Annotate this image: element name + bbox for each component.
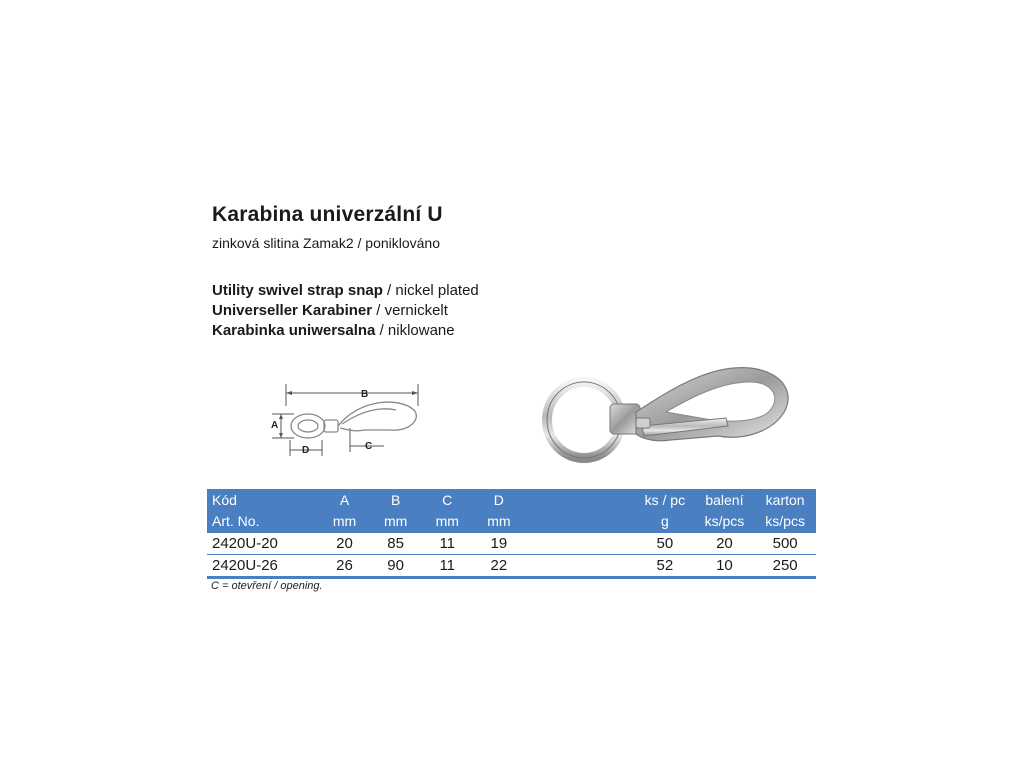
header-units-row xyxy=(207,510,816,532)
table-row xyxy=(207,532,816,555)
header-code: Kód xyxy=(212,491,237,508)
cell-b: 85 xyxy=(370,532,422,555)
unit-carton: ks/pcs xyxy=(765,512,805,529)
cell-weight: 50 xyxy=(635,532,694,555)
cell-weight: 52 xyxy=(635,555,694,578)
spec-table xyxy=(207,489,816,579)
dim-label-d: D xyxy=(302,445,310,456)
spec-table-wrap xyxy=(207,489,816,579)
translation-de-finish: / vernickelt xyxy=(372,302,448,319)
dim-label-a: A xyxy=(271,420,279,431)
cell-pack: 10 xyxy=(695,555,755,578)
cell-a: 20 xyxy=(319,532,370,555)
header-a: A xyxy=(339,491,350,508)
cell-pack: 20 xyxy=(695,532,755,555)
carabiner-sketch xyxy=(291,402,416,438)
dim-label-c: C xyxy=(365,441,373,452)
product-title: Karabina univerzální U xyxy=(212,203,443,226)
arrow-b-left xyxy=(286,391,292,395)
translation-en-finish: / nickel plated xyxy=(382,282,479,299)
product-photo-svg xyxy=(540,360,800,470)
unit-spacer xyxy=(525,510,635,532)
dim-label-b: B xyxy=(361,389,369,400)
arrow-a-bottom xyxy=(279,433,283,438)
unit-a: mm xyxy=(332,512,357,529)
arrow-a-top xyxy=(279,414,283,419)
header-pack: balení xyxy=(705,491,744,508)
header-b: B xyxy=(390,491,401,508)
cell-carton: 250 xyxy=(754,555,816,578)
unit-c: mm xyxy=(435,512,459,529)
cell-carton: 500 xyxy=(754,532,816,555)
cell-c: 11 xyxy=(421,555,473,578)
cell-code: 2420U-26 xyxy=(207,555,319,578)
product-photo xyxy=(540,360,800,475)
cell-a: 26 xyxy=(319,555,370,578)
arrow-b-right xyxy=(412,391,418,395)
translation-pl xyxy=(212,321,479,341)
header-carton: karton xyxy=(765,491,805,508)
product-subtitle: zinková slitina Zamak2 / poniklováno xyxy=(212,235,441,251)
unit-b: mm xyxy=(383,512,408,529)
unit-d: mm xyxy=(487,512,511,529)
dimension-diagram-svg xyxy=(268,380,428,460)
cell-c: 11 xyxy=(421,532,473,555)
header-d: D xyxy=(493,491,504,508)
translation-pl-name: Karabinka uniwersalna xyxy=(212,322,376,339)
gate-hinge xyxy=(636,418,650,428)
header-weight: ks / pc xyxy=(644,491,686,508)
translation-de xyxy=(212,301,479,321)
cell-spacer xyxy=(525,532,635,555)
header-spacer xyxy=(525,489,635,510)
cell-d: 19 xyxy=(473,532,525,555)
cell-spacer xyxy=(525,555,635,578)
translation-pl-finish: / niklowane xyxy=(375,322,455,339)
cell-code: 2420U-20 xyxy=(207,532,319,555)
translation-de-name: Universeller Karabiner xyxy=(212,302,373,319)
cell-d: 22 xyxy=(473,555,525,578)
footnote: C = otevření / opening. xyxy=(211,580,323,592)
unit-weight: g xyxy=(660,512,669,529)
unit-pack: ks/pcs xyxy=(704,512,745,529)
header-row xyxy=(207,489,816,510)
translations xyxy=(212,281,479,341)
translation-en xyxy=(212,281,479,301)
dimension-diagram xyxy=(268,380,428,465)
cell-b: 90 xyxy=(370,555,422,578)
table-row xyxy=(207,555,816,578)
header-art-no: Art. No. xyxy=(212,512,260,529)
header-c: C xyxy=(442,491,453,508)
translation-en-name: Utility swivel strap snap xyxy=(212,282,383,299)
